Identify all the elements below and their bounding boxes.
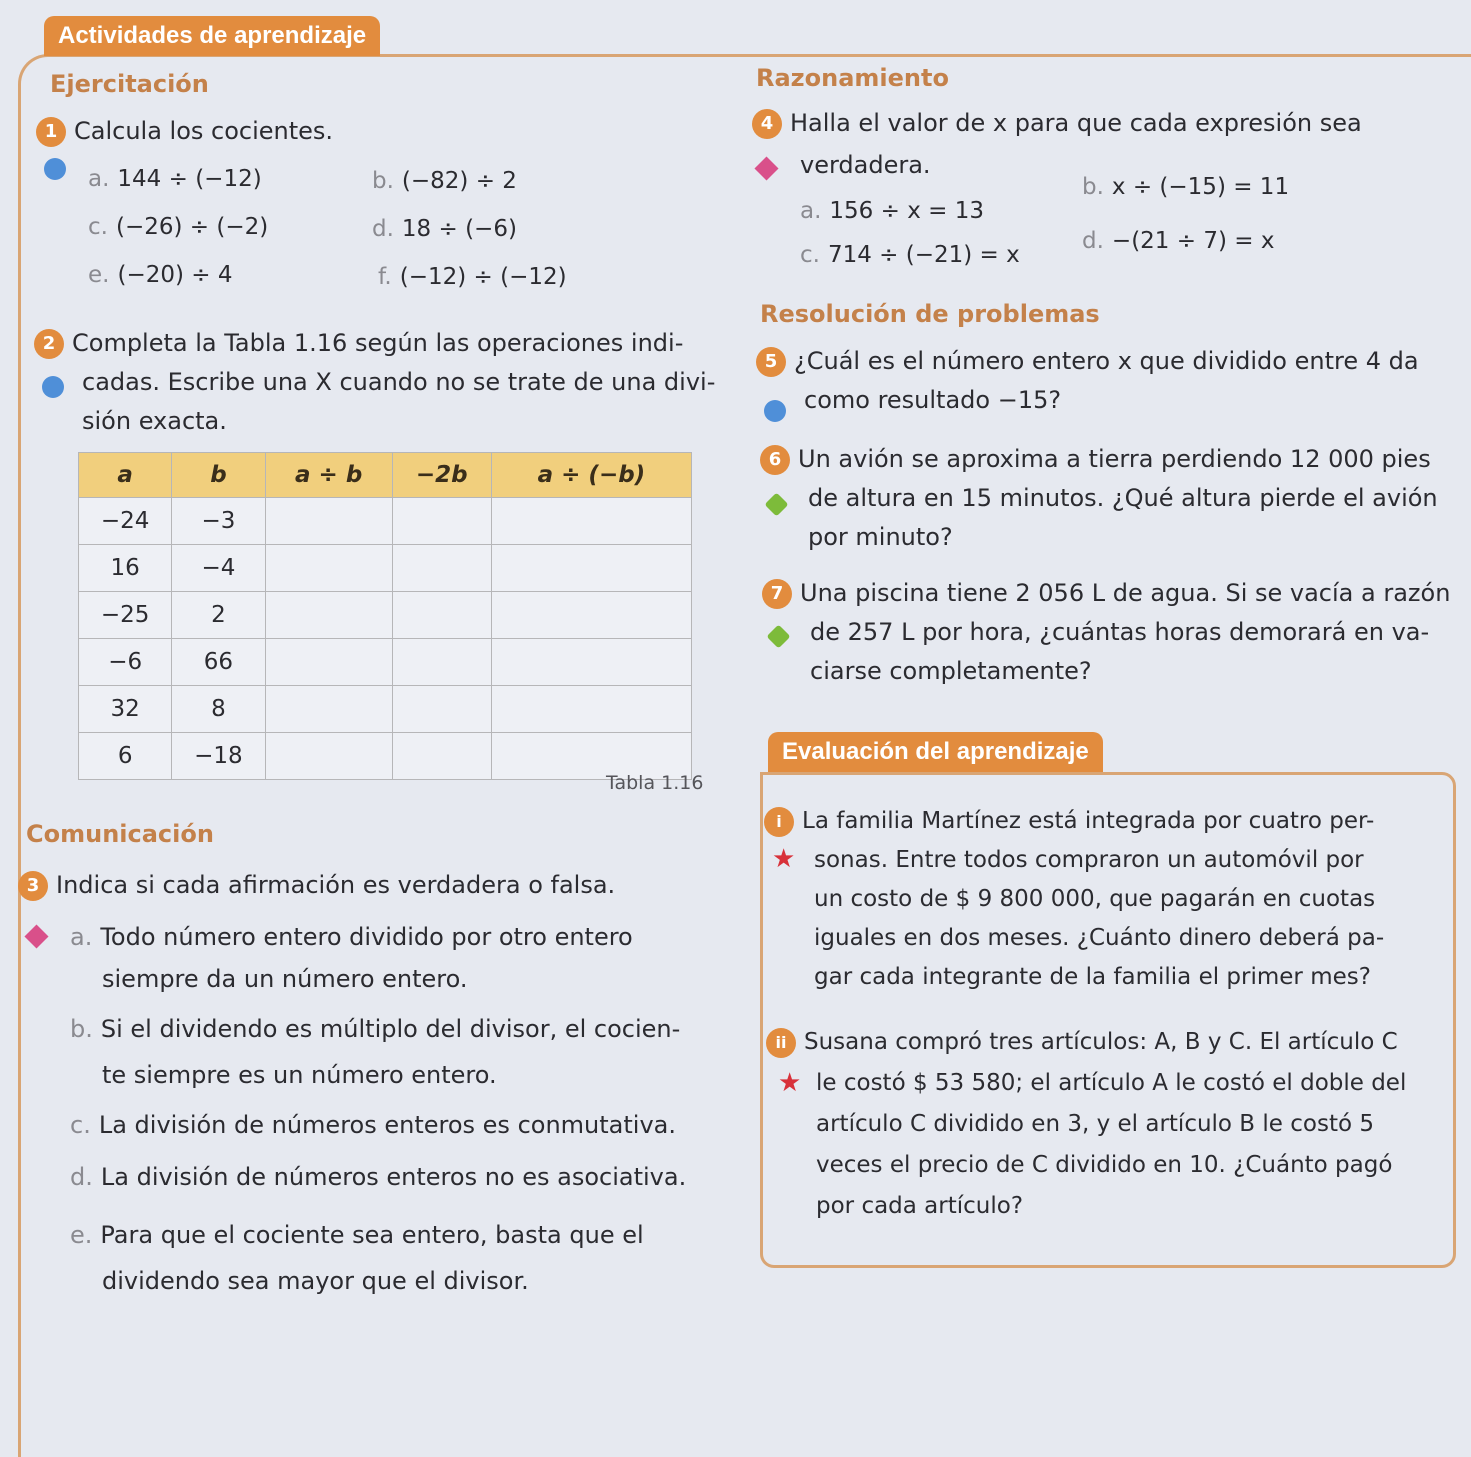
level-star-icon: ★ (778, 1068, 802, 1098)
evaluation-tab: Evaluación del aprendizaje (768, 732, 1103, 772)
question-i: i La familia Martínez está integrada por cuatro per- sonas. Entre todos compraron un automóvil por un costo de $ 9 800 000, que pagarán en cuotas iguales en dos meses. ¿Cuánto dinero deberá pa- gar cada integrante de la familia el primer mes? (764, 802, 1384, 997)
data-table (78, 452, 692, 780)
exercise-1e: e. (−20) ÷ 4 (88, 262, 233, 288)
exercise-1b: b. (−82) ÷ 2 (372, 168, 517, 194)
question-2: 2 Completa la Tabla 1.16 según las operaciones indi- cadas. Escribe una X cuando no se trate de una divi- sión exacta. (34, 324, 715, 441)
section-title-resolucion: Resolución de problemas (760, 300, 1100, 328)
exercise-1f: f. (−12) ÷ (−12) (378, 264, 567, 290)
table-row: −24 −3 (79, 498, 692, 545)
section-title-ejercitacion: Ejercitación (50, 70, 209, 98)
question-5: 5 ¿Cuál es el número entero x que dividido entre 4 da como resultado −15? (756, 342, 1419, 420)
section-tab: Actividades de aprendizaje (44, 16, 380, 56)
table-caption: Tabla 1.16 (606, 772, 704, 794)
level-circle-icon (42, 376, 64, 398)
statement-3e: e. Para que el cociente sea entero, basta que el dividendo sea mayor que el divisor. (70, 1221, 644, 1295)
question-number: 4 (752, 109, 782, 139)
question-4: 4 Halla el valor de x para que cada expresión sea verdadera. (752, 102, 1362, 186)
exercise-4c: c. 714 ÷ (−21) = x (800, 242, 1020, 268)
question-number: 2 (34, 329, 64, 359)
level-circle-icon (764, 400, 786, 422)
exercise-1c: c. (−26) ÷ (−2) (88, 214, 269, 240)
question-number: ii (766, 1028, 796, 1058)
question-number: 5 (756, 347, 786, 377)
level-circle-icon (44, 158, 66, 180)
exercise-4a: a. 156 ÷ x = 13 (800, 198, 984, 224)
exercise-4b: b. x ÷ (−15) = 11 (1082, 174, 1290, 200)
exercise-1a: a. 144 ÷ (−12) (88, 166, 262, 192)
question-3: 3 Indica si cada afirmación es verdadera o falsa. (18, 866, 615, 905)
exercise-4d: d. −(21 ÷ 7) = x (1082, 228, 1275, 254)
table-row: −25 2 (79, 592, 692, 639)
question-7: 7 Una piscina tiene 2 056 L de agua. Si se vacía a razón de 257 L por hora, ¿cuántas horas demorará en va- ciarse completamente? (762, 574, 1450, 691)
level-star-icon: ★ (772, 844, 796, 874)
question-number: i (764, 807, 794, 837)
table-row: 16 −4 (79, 545, 692, 592)
statement-3a: a. Todo número entero dividido por otro entero siempre da un número entero. (70, 923, 633, 993)
table-row: 32 8 (79, 686, 692, 733)
question-1 (36, 112, 333, 151)
question-6: 6 Un avión se aproxima a tierra perdiendo 12 000 pies de altura en 15 minutos. ¿Qué altura pierde el avión por minuto? (760, 440, 1438, 557)
table-row: 6 −18 (79, 733, 692, 780)
statement-3b: b. Si el dividendo es múltiplo del divisor, el cocien- te siempre es un número entero. (70, 1015, 681, 1089)
section-title-comunicacion: Comunicación (26, 820, 214, 848)
question-text: Calcula los cocientes. (74, 117, 334, 145)
question-ii: ii Susana compró tres artículos: A, B y C. El artículo C le costó $ 53 580; el artículo A le costó el doble del artículo C dividido en 3, y el artículo B le costó 5 veces el precio de C dividido en 10. ¿Cuánto pagó por cada artículo? (766, 1022, 1406, 1227)
question-number: 6 (760, 445, 790, 475)
question-number: 7 (762, 579, 792, 609)
table-row: −6 66 (79, 639, 692, 686)
statement-3c: c. La división de números enteros es conmutativa. (70, 1111, 676, 1139)
table-header-row: a b a ÷ b −2b a ÷ (−b) (79, 453, 692, 498)
exercise-1d: d. 18 ÷ (−6) (372, 216, 517, 242)
statement-3d: d. La división de números enteros no es asociativa. (70, 1163, 687, 1191)
question-number: 3 (18, 871, 48, 901)
question-number: 1 (36, 117, 66, 147)
section-title-razonamiento: Razonamiento (756, 64, 949, 92)
